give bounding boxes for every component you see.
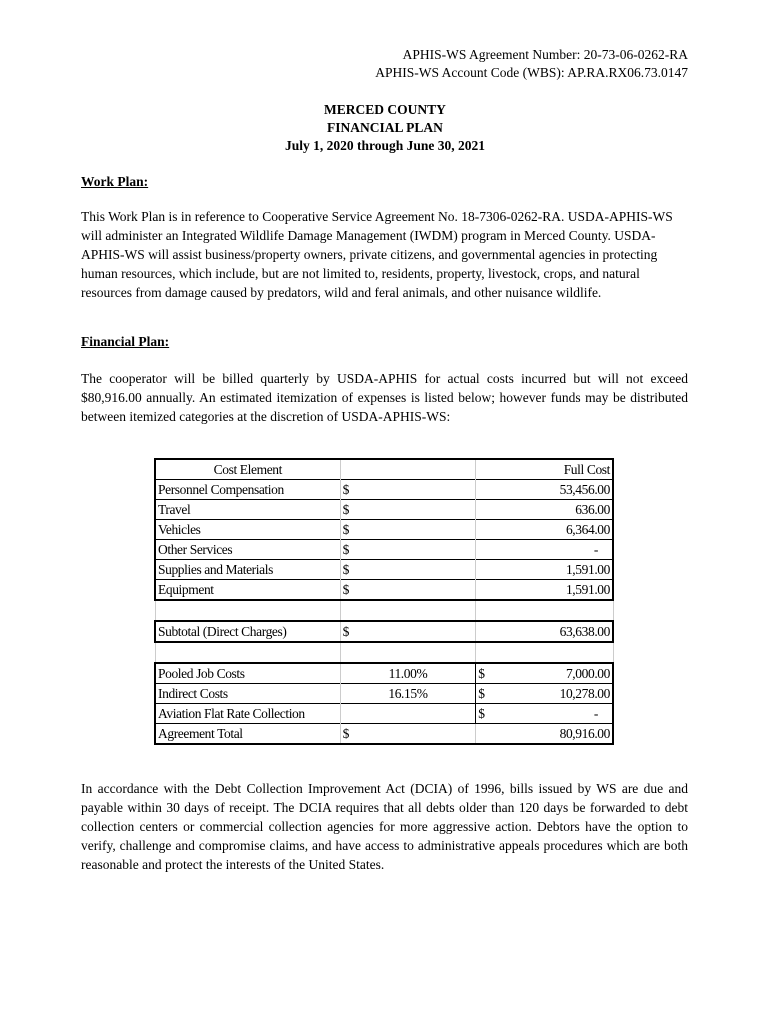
pooled-row [155, 663, 613, 684]
currency-symbol: $ [342, 562, 350, 577]
row-amount: 6,364.00 [476, 520, 613, 540]
row-amount: 1,591.00 [476, 580, 613, 601]
indirect-row [155, 684, 613, 704]
aviation-label: Aviation Flat Rate Collection [155, 704, 340, 724]
full-cost-header: Full Cost [476, 459, 613, 480]
row-element: Supplies and Materials [155, 560, 340, 580]
financial-plan-heading: Financial Plan: [81, 334, 170, 349]
agreement-number: APHIS-WS Agreement Number: 20-73-06-0262-RA [402, 47, 688, 62]
row-element: Vehicles [155, 520, 340, 540]
currency-symbol: $ [478, 706, 485, 721]
row-amount: 53,456.00 [476, 480, 613, 500]
indirect-amount: 10,278.00 [559, 686, 610, 701]
currency-symbol: $ [342, 582, 350, 597]
work-plan-heading: Work Plan: [81, 174, 149, 189]
subtotal-label: Subtotal (Direct Charges) [155, 621, 340, 642]
account-code: APHIS-WS Account Code (WBS): AP.RA.RX06.73.0147 [375, 65, 688, 80]
table-row [155, 500, 613, 520]
row-amount: 636.00 [476, 500, 613, 520]
table-row [155, 560, 613, 580]
row-element: Other Services [155, 540, 340, 560]
aviation-row [155, 704, 613, 724]
pooled-rate: 11.00% [340, 663, 476, 684]
row-element: Travel [155, 500, 340, 520]
row-amount: - [476, 540, 613, 560]
currency-symbol: $ [478, 686, 485, 701]
title-county: MERCED COUNTY [324, 102, 446, 117]
spacer-row [155, 600, 613, 621]
total-amount: 80,916.00 [476, 724, 613, 745]
cost-table [154, 458, 614, 745]
indirect-label: Indirect Costs [155, 684, 340, 704]
pooled-amount: 7,000.00 [565, 666, 610, 681]
currency-symbol: $ [342, 726, 350, 741]
row-element: Equipment [155, 580, 340, 601]
table-row [155, 580, 613, 601]
table-row [155, 540, 613, 560]
indirect-rate: 16.15% [340, 684, 476, 704]
table-header-row [155, 459, 613, 480]
currency-symbol: $ [342, 522, 350, 537]
table-row [155, 480, 613, 500]
currency-symbol: $ [342, 502, 350, 517]
pooled-label: Pooled Job Costs [155, 663, 340, 684]
subtotal-row [155, 621, 613, 642]
table-row [155, 520, 613, 540]
currency-symbol: $ [342, 542, 350, 557]
aviation-amount: - [593, 706, 598, 721]
subtotal-amount: 63,638.00 [476, 621, 613, 642]
currency-symbol: $ [478, 666, 485, 681]
title-dates: July 1, 2020 through June 30, 2021 [284, 138, 486, 153]
spacer-row [155, 642, 613, 663]
title-plan: FINANCIAL PLAN [327, 120, 443, 135]
work-plan-body: This Work Plan is in reference to Cooperative Service Agreement No. 18-7306-0262-RA. USDA-APHIS-WS will administer an Integrated Wildlife Damage Management (IWDM) program in Merced County. USDA-APHIS-WS will assist business/property owners, private citizens, and governmental agencies in protecting human resources, which include, but are not limited to, residents, property, livestock, crops, and natural resources from damage caused by predators, wild and feral animals, and other nuisance wildlife. [81, 209, 673, 300]
cost-element-header: Cost Element [155, 459, 340, 480]
row-amount: 1,591.00 [476, 560, 613, 580]
financial-plan-body: The cooperator will be billed quarterly by USDA-APHIS for actual costs incurred but will not exceed $80,916.00 annually. An estimated itemization of expenses is listed below; however funds may be distributed between itemized categories at the discretion of USDA-APHIS-WS: [81, 371, 688, 424]
currency-symbol: $ [342, 624, 350, 639]
dcia-paragraph: In accordance with the Debt Collection Improvement Act (DCIA) of 1996, bills issued by WS are due and payable within 30 days of receipt. The DCIA requires that all debts older than 120 days be forwarded to debt collection centers or commercial collection agencies for more aggressive action. Debtors have the option to verify, challenge and compromise claims, and have access to administrative appeals procedures which are both reasonable and protect the interests of the United States. [81, 781, 688, 872]
row-element: Personnel Compensation [155, 480, 340, 500]
total-row [155, 724, 613, 745]
total-label: Agreement Total [155, 724, 340, 745]
currency-symbol: $ [342, 482, 350, 497]
